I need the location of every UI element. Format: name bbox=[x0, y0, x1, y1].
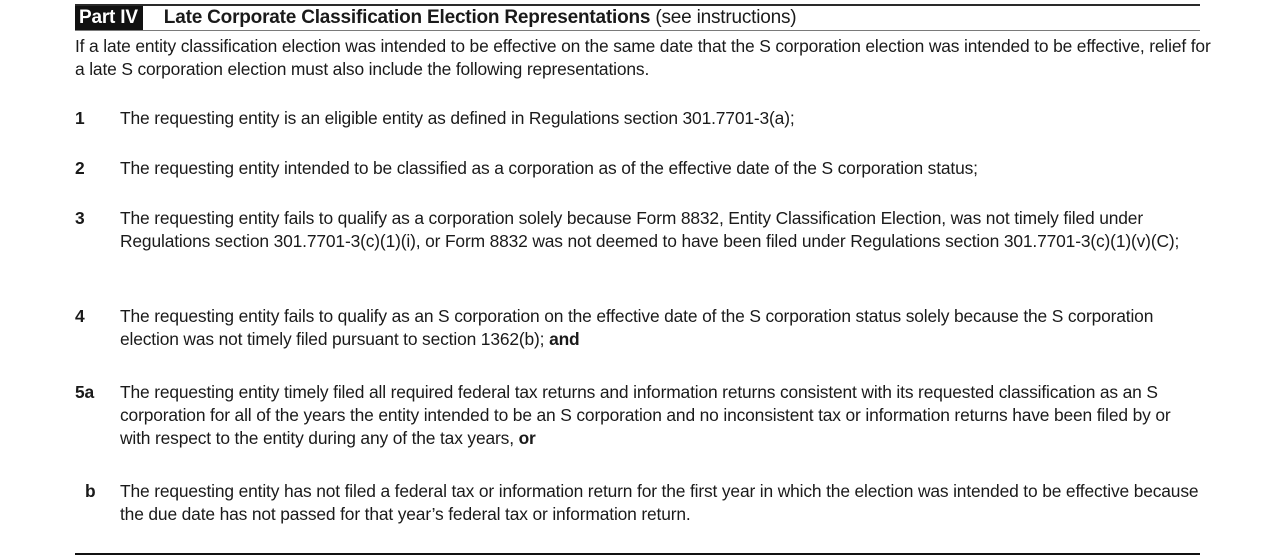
part-title-note: (see instructions) bbox=[655, 7, 797, 28]
item-text bbox=[120, 305, 1200, 351]
item-text bbox=[120, 157, 1200, 180]
item-text-body: The requesting entity fails to qualify as an S corporation on the effective date of the S corporation status solely because the S corporation election was not timely filed pursuant to section 1362(b); bbox=[120, 306, 1154, 349]
item-number: 4 bbox=[75, 306, 85, 326]
representation-item-4 bbox=[75, 305, 1200, 351]
part-title-text: Late Corporate Classification Election Representations bbox=[163, 7, 651, 28]
item-text bbox=[120, 381, 1200, 450]
part-badge: Part IV bbox=[75, 6, 143, 30]
representation-item-5b bbox=[75, 480, 1200, 526]
item-text bbox=[120, 207, 1200, 253]
item-text-conjunction: and bbox=[549, 329, 580, 349]
part-header bbox=[75, 6, 1200, 31]
item-text-conjunction: or bbox=[518, 428, 536, 448]
item-number: 2 bbox=[75, 158, 85, 178]
representation-item-1 bbox=[75, 107, 1200, 130]
item-text-body: The requesting entity intended to be classified as a corporation as of the effective date of the S corporation status; bbox=[120, 158, 978, 178]
item-number: 5a bbox=[75, 382, 95, 402]
item-text-body: The requesting entity has not filed a federal tax or information return for the first year in which the election was intended to be effective because the due date has not passed for that year’s federal tax or information return. bbox=[120, 481, 1199, 524]
representation-item-5a bbox=[75, 381, 1200, 450]
item-text-body: The requesting entity is an eligible entity as defined in Regulations section 301.7701-3(a); bbox=[120, 108, 795, 128]
item-text-body: The requesting entity timely filed all required federal tax returns and information returns consistent with its requested classification as an S corporation for all of the years the entity intended to be an S corporation and no inconsistent tax or information returns have been filed by or with respect to the entity during any of the tax years, bbox=[120, 382, 1171, 448]
representation-item-2 bbox=[75, 157, 1200, 180]
part-title bbox=[164, 6, 797, 30]
intro-paragraph: If a late entity classification election was intended to be effective on the same date that the S corporation election was intended to be effective, relief for a late S corporation election must also include the following representations. bbox=[75, 36, 1211, 79]
item-number: b bbox=[85, 481, 96, 501]
item-text-body: The requesting entity fails to qualify as a corporation solely because Form 8832, Entity Classification Election, was not timely filed under Regulations section 301.7701-3(c)(1)(i), or Form 8832 was not deemed to have been filed under Regulations section 301.7701-3(c)(1)(v)(C); bbox=[120, 208, 1180, 251]
item-number: 1 bbox=[75, 108, 85, 128]
item-number: 3 bbox=[75, 208, 85, 228]
item-text bbox=[120, 107, 1200, 130]
item-text bbox=[120, 480, 1200, 526]
bottom-rule bbox=[75, 553, 1200, 555]
representation-item-3 bbox=[75, 207, 1200, 253]
